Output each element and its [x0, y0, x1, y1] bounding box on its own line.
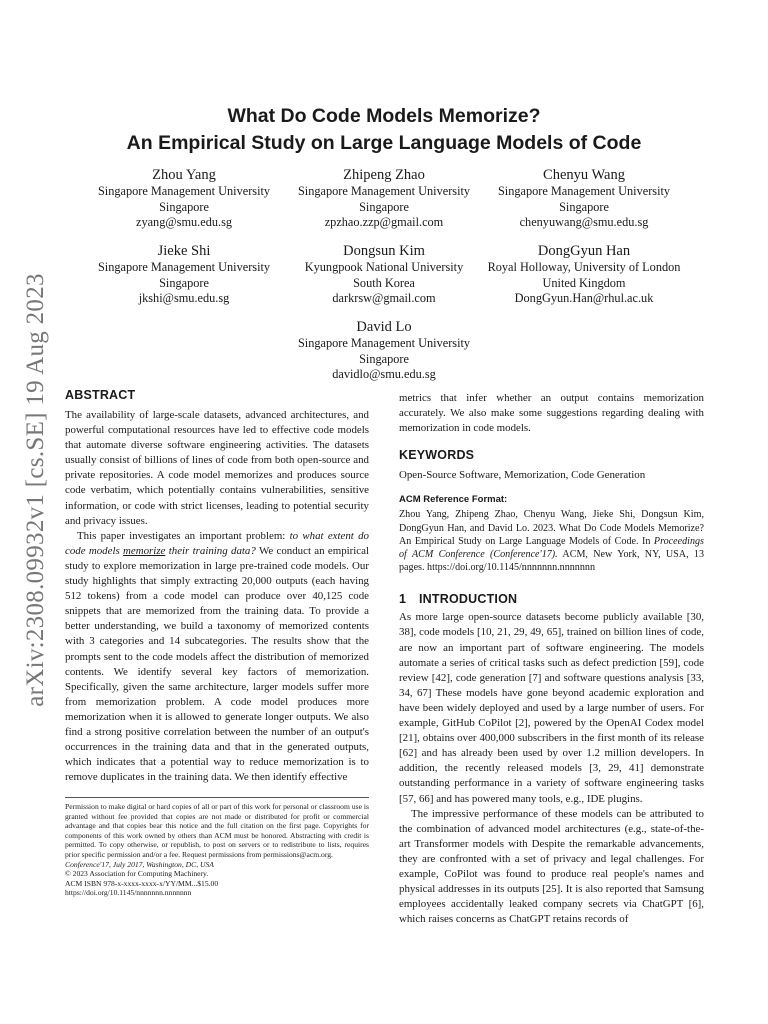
abstract-p2-lead: This paper investigates an important problem:: [77, 529, 290, 542]
abstract-paragraph-1: The availability of large-scale datasets, advanced architectures, and powerful computational resources have led to effective code models that automate diverse software engineering activities. The datasets usually consist of billions of lines of code from both open-source and private repositories. A code model memorizes and produces source code verbatim, which potentially contains vulnerabilities, sensitive information, or code with strict licenses, leading to potential security and privacy issues.: [65, 409, 369, 527]
author-card: [464, 166, 704, 231]
author-name: DongGyun Han: [537, 243, 631, 259]
author-name: Zhipeng Zhao: [343, 167, 425, 183]
author-email: zyang@smu.edu.sg: [135, 215, 233, 229]
permission-footnote: [65, 797, 369, 898]
isbn-line: ACM ISBN 978-x-xxxx-xxxx-x/YY/MM...$15.00: [65, 878, 219, 888]
left-column: [65, 388, 369, 785]
author-name: David Lo: [356, 319, 412, 335]
author-affiliation: Kyungpook National University: [304, 260, 464, 274]
author-affiliation: Singapore Management University: [497, 184, 671, 198]
author-card: [264, 318, 504, 383]
section-number: 1: [399, 592, 407, 607]
author-affiliation: Singapore Management University: [97, 260, 271, 274]
research-question-part-b: their training data?: [165, 544, 256, 557]
intro-paragraph-1: As more large open-source datasets become publicly available [30, 38], code models [10, 21, 29, 49, 65], trained on billion lines of code, are now an important part of software engineering. The models automate a series of critical tasks such as defect prediction [59], code review [42], code generation [7] and software questions analysis [33, 34, 67] These models have gone beyond academic exploration and have been widely deployed and used by a large number of users. For example, GitHub CoPilot [2], powered by the OpenAI Codex model [21], obtains over 400,000 subscribers in the first month of its release [62] and has already been used by over 1.2 million developers. In addition, the recently released models [3, 29, 41] demonstrate outstanding performance in a variety of software engineering tasks [57, 66] and has powered many tools, e.g., IDE plugins.: [399, 611, 704, 805]
author-email: chenyuwang@smu.edu.sg: [519, 215, 649, 229]
author-location: Singapore: [159, 199, 209, 214]
author-location: Singapore: [359, 199, 409, 214]
author-location: Singapore: [159, 275, 209, 290]
copyright-line: © 2023 Association for Computing Machinery.: [65, 869, 209, 879]
author-location: Singapore: [559, 199, 609, 214]
acm-reference-heading: ACM Reference Format:: [399, 494, 508, 506]
keywords-heading: KEYWORDS: [399, 448, 475, 463]
abstract-continuation: metrics that infer whether an output contains memorization accurately. We also make some suggestions regarding dealing with memorization in code models.: [399, 392, 704, 435]
permission-text: Permission to make digital or hard copies of all or part of this work for personal or classroom use is granted without fee provided that copies are not made or distributed for profit or commercial advantage and that copies bear this notice and the full citation on the first page. Copyrights for components of this work owned by others than ACM must be honored. Abstracting with credit is permitted. To copy otherwise, or republish, to post on servers or to redistribute to lists, requires prior specific permission and/or a fee. Request permissions from permissions@acm.org.: [65, 802, 369, 859]
doi-line: https://doi.org/10.1145/nnnnnnn.nnnnnnn: [65, 888, 192, 898]
author-affiliation: Singapore Management University: [97, 184, 271, 198]
author-location: Singapore: [359, 351, 409, 366]
abstract-heading: ABSTRACT: [65, 388, 136, 402]
author-name: Chenyu Wang: [543, 167, 625, 183]
author-location: South Korea: [353, 275, 415, 290]
keywords-text: Open-Source Software, Memorization, Code Generation: [399, 469, 646, 482]
arxiv-identifier: [4, 270, 68, 710]
author-affiliation: Singapore Management University: [297, 336, 471, 350]
author-email: DongGyun.Han@rhul.ac.uk: [514, 291, 654, 305]
research-question-emphasis: memorize: [123, 544, 166, 557]
acm-reference-text: Zhou Yang, Zhipeng Zhao, Chenyu Wang, Jieke Shi, Dongsun Kim, DongGyun Han, and David Lo. 2023. What Do Code Models Memorize? An Empirical Study on Large Language Models of Code. In Proceedings of ACM Conference (Conference'17). ACM, New York, NY, USA, 13 pages. https://doi.org/10.1145/nnnnnnn.nnnnnnn: [399, 509, 704, 574]
introduction-heading: [399, 592, 704, 606]
right-column: [399, 391, 704, 927]
author-affiliation: Singapore Management University: [297, 184, 471, 198]
abstract-paragraph-2: [65, 529, 369, 786]
author-name: Zhou Yang: [152, 167, 216, 183]
paper-title: [64, 103, 704, 157]
author-location: United Kingdom: [542, 275, 626, 290]
author-email: zpzhao.zzp@gmail.com: [324, 215, 444, 229]
arxiv-identifier-text: arXiv:2308.09932v1 [cs.SE] 19 Aug 2023: [22, 273, 49, 707]
paper-title-line-2: An Empirical Study on Large Language Models of Code: [126, 132, 642, 154]
author-email: davidlo@smu.edu.sg: [332, 367, 436, 381]
author-affiliation: Royal Holloway, University of London: [487, 260, 681, 274]
author-name: Dongsun Kim: [343, 243, 425, 259]
abstract-p2-rest: We conduct an empirical study to explore memorization in large pre-trained code models. Our study highlights that simply extracting 20,000 outputs (each having 512 tokens) from a code model can produce over 40,125 code snippets that are memorized from the training data. To provide a better understanding, we build a taxonomy of memorized contents with 3 categories and 14 subcategories. The results show that the prompts sent to the code models affect the distribution of memorized contents. We identify several key factors of memorization. Specifically, given the same architecture, larger models suffer more from memorization problem. A code model produces more memorization when it is allowed to generate longer outputs. We also find a strong positive correlation between the number of an output's occurrences in the training data and that in the generated outputs, which indicates that a potential way to reduce memorization is to remove duplicates in the training data. We then identify effective: [65, 544, 370, 784]
conference-line: Conference'17, July 2017, Washington, DC, USA: [65, 859, 214, 869]
research-question-part-a: to what extent do code models: [65, 529, 369, 557]
author-card: [464, 242, 704, 307]
author-name: Jieke Shi: [157, 243, 211, 259]
author-email: darkrsw@gmail.com: [332, 291, 436, 305]
section-title: INTRODUCTION: [419, 592, 518, 607]
paper-title-line-1: What Do Code Models Memorize?: [227, 105, 541, 127]
intro-paragraph-2: The impressive performance of these models can be attributed to the combination of advanced model architectures (e.g., state-of-the-art Transformer models with Despite the remarkable advancements, they are confronted with a set of privacy and legal challenges. For example, CoPilot was found to produce real people's names and physical addresses in its outputs [25]. It is also reported that Samsung employees accidentally leaked company secrets via ChatGPT [6], which raises concerns as ChatGPT retains records of: [399, 807, 704, 926]
author-email: jkshi@smu.edu.sg: [138, 291, 230, 305]
